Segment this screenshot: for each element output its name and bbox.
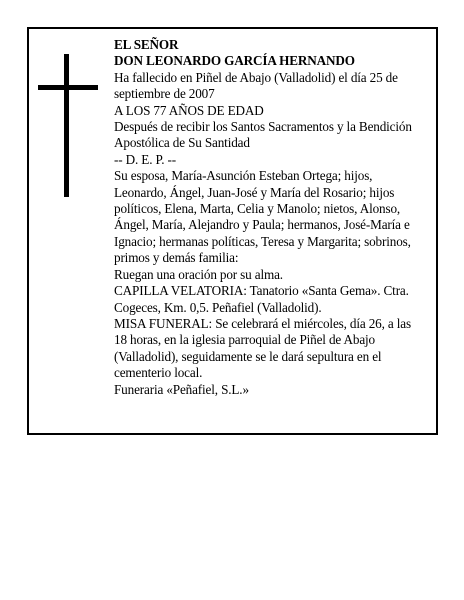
prayer-line: Ruegan una oración por su alma.: [114, 266, 283, 282]
notice-title: EL SEÑOR: [114, 37, 179, 52]
funeral-paragraph: MISA FUNERAL: Se celebrará el miércoles, día 26, a las 18 horas, en la iglesia parroquial de Piñel de Abajo (Valladolid), seguidamente se le dará sepultura en el cementerio local.: [114, 315, 411, 381]
deceased-name: DON LEONARDO GARCÍA HERNANDO: [114, 53, 355, 69]
family-paragraph: Su esposa, María-Asunción Esteban Ortega; hijos, Leonardo, Ángel, Juan-José y María del Rosario; hijos políticos, Elena, Marta, Celia y Manolo; nietos, Alonso, Ángel, María, Alejandro y Paula; hermanos, José-María e Ignacio; hermanas políticas, Teresa y Margarita; sobrinos, primos y demás familia:: [114, 168, 411, 266]
cross-vertical-bar: [64, 54, 69, 197]
cross-icon: [38, 54, 98, 197]
rip-line: -- D. E. P. --: [114, 151, 176, 167]
chapel-paragraph: CAPILLA VELATORIA: Tanatorio «Santa Gema». Ctra. Cogeces, Km. 0,5. Peñafiel (Valladolid).: [114, 283, 409, 315]
obituary-text: [114, 37, 426, 398]
funeral-home-line: Funeraria «Peñafiel, S.L.»: [114, 381, 249, 397]
sacraments-line: Después de recibir los Santos Sacramentos y la Bendición Apostólica de Su Santidad: [114, 119, 412, 151]
cross-horizontal-bar: [38, 85, 98, 90]
age-line: A LOS 77 AÑOS DE EDAD: [114, 102, 264, 118]
death-notice: Ha fallecido en Piñel de Abajo (Valladolid) el día 25 de septiembre de 2007: [114, 69, 398, 102]
